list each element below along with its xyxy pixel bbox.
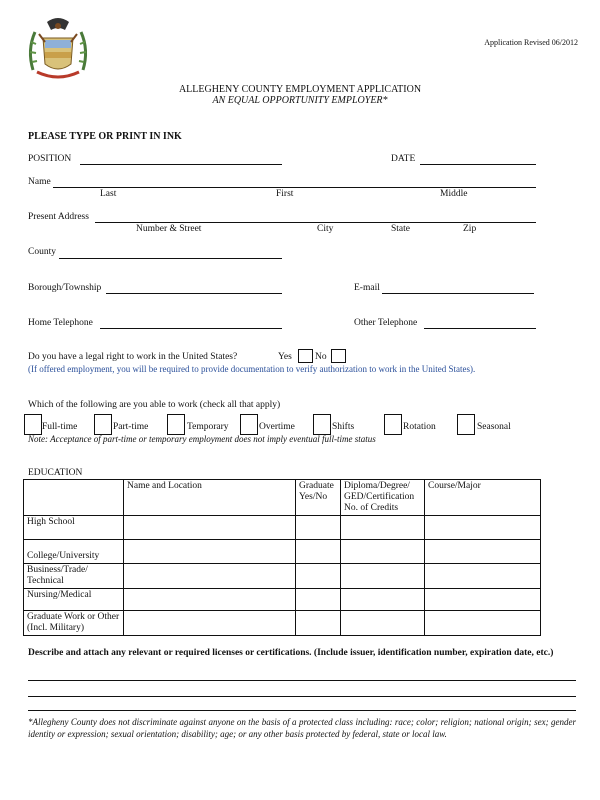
date-field[interactable] (420, 164, 536, 165)
name-first-caption: First (276, 189, 294, 199)
education-heading: EDUCATION (28, 468, 83, 478)
row-college: College/University (24, 540, 124, 564)
shifts-checkbox[interactable] (313, 414, 331, 435)
name-label: Name (28, 177, 51, 187)
cell-input[interactable] (124, 516, 296, 540)
parttime-checkbox[interactable] (94, 414, 112, 435)
name-middle-caption: Middle (440, 189, 468, 199)
form-title: ALLEGHENY COUNTY EMPLOYMENT APPLICATION (178, 84, 422, 95)
row-high-school: High School (24, 516, 124, 540)
seasonal-label: Seasonal (477, 422, 511, 432)
county-label: County (28, 247, 56, 257)
cell-input[interactable] (296, 611, 341, 636)
legal-yes-label: Yes (278, 352, 292, 362)
cell-input[interactable] (425, 611, 541, 636)
county-field[interactable] (59, 258, 282, 259)
cell-input[interactable] (124, 589, 296, 611)
col-graduate: Graduate Yes/No (296, 480, 341, 516)
fulltime-checkbox[interactable] (24, 414, 42, 435)
email-label: E-mail (354, 283, 380, 293)
address-field[interactable] (95, 222, 536, 223)
home-phone-field[interactable] (100, 328, 282, 329)
table-row (24, 564, 541, 589)
table-row (24, 516, 541, 540)
cell-input[interactable] (296, 540, 341, 564)
shifts-label: Shifts (332, 422, 355, 432)
fulltime-label: Full-time (42, 422, 78, 432)
address-state-caption: State (391, 224, 410, 234)
availability-question: Which of the following are you able to work (check all that apply) (28, 400, 281, 410)
cell-input[interactable] (341, 540, 425, 564)
address-zip-caption: Zip (463, 224, 477, 234)
position-label: POSITION (28, 154, 72, 164)
licenses-line-1[interactable] (28, 680, 576, 681)
legal-yes-checkbox[interactable] (298, 349, 313, 363)
row-nursing: Nursing/Medical (24, 589, 124, 611)
col-diploma: Diploma/Degree/ GED/Certification No. of Credits (341, 480, 425, 516)
cell-input[interactable] (341, 516, 425, 540)
rotation-checkbox[interactable] (384, 414, 402, 435)
availability-note: Note: Acceptance of part-time or temporary employment does not imply eventual full-time status (28, 434, 376, 444)
legal-question: Do you have a legal right to work in the United States? (28, 352, 238, 362)
form-subtitle: AN EQUAL OPPORTUNITY EMPLOYER* (212, 95, 388, 106)
temporary-label: Temporary (187, 422, 229, 432)
legal-no-label: No (315, 352, 327, 362)
cell-input[interactable] (296, 516, 341, 540)
cell-input[interactable] (425, 589, 541, 611)
revision-date: Application Revised 06/2012 (484, 38, 578, 47)
header-blank-cell (24, 480, 124, 516)
table-row (24, 540, 541, 564)
overtime-label: Overtime (259, 422, 295, 432)
licenses-instruction: Describe and attach any relevant or required licenses or certifications. (Include issuer, identification number, expiration date, etc.) (28, 648, 554, 658)
row-graduate-work: Graduate Work or Other (Incl. Military) (24, 611, 124, 636)
address-street-caption: Number & Street (136, 224, 202, 234)
licenses-line-2[interactable] (28, 696, 576, 697)
cell-input[interactable] (341, 611, 425, 636)
borough-label: Borough/Township (28, 283, 102, 293)
row-business-trade: Business/Trade/ Technical (24, 564, 124, 589)
parttime-label: Part-time (113, 422, 149, 432)
rotation-label: Rotation (403, 422, 436, 432)
instructions: PLEASE TYPE OR PRINT IN INK (28, 131, 182, 142)
cell-input[interactable] (124, 564, 296, 589)
cell-input[interactable] (296, 564, 341, 589)
cell-input[interactable] (296, 589, 341, 611)
licenses-line-3[interactable] (28, 710, 576, 711)
cell-input[interactable] (425, 564, 541, 589)
legal-no-checkbox[interactable] (331, 349, 346, 363)
seasonal-checkbox[interactable] (457, 414, 475, 435)
cell-input[interactable] (341, 589, 425, 611)
cell-input[interactable] (425, 540, 541, 564)
legal-note: (If offered employment, you will be required to provide documentation to verify authorization to work in the United States). (28, 364, 476, 374)
address-label: Present Address (28, 212, 89, 222)
education-table (23, 479, 541, 636)
home-phone-label: Home Telephone (28, 318, 93, 328)
email-field[interactable] (382, 293, 534, 294)
table-row (24, 589, 541, 611)
temporary-checkbox[interactable] (167, 414, 185, 435)
nondiscrimination-footnote: *Allegheny County does not discriminate against anyone on the basis of a protected class including: race; color; religion; national origin; sex; gender identity or expression; sexual orientation; disability; age; or any other basis protected by federal, state or local law. (28, 717, 576, 739)
other-phone-field[interactable] (424, 328, 536, 329)
cell-input[interactable] (425, 516, 541, 540)
position-field[interactable] (80, 164, 282, 165)
table-row (24, 611, 541, 636)
name-last-caption: Last (100, 189, 117, 199)
county-seal-logo (25, 12, 91, 82)
date-label: DATE (391, 154, 416, 164)
col-name-location: Name and Location (124, 480, 296, 516)
name-field[interactable] (53, 187, 536, 188)
borough-field[interactable] (106, 293, 282, 294)
address-city-caption: City (317, 224, 334, 234)
cell-input[interactable] (124, 611, 296, 636)
cell-input[interactable] (124, 540, 296, 564)
col-course-major: Course/Major (425, 480, 541, 516)
other-phone-label: Other Telephone (354, 318, 418, 328)
cell-input[interactable] (341, 564, 425, 589)
overtime-checkbox[interactable] (240, 414, 258, 435)
